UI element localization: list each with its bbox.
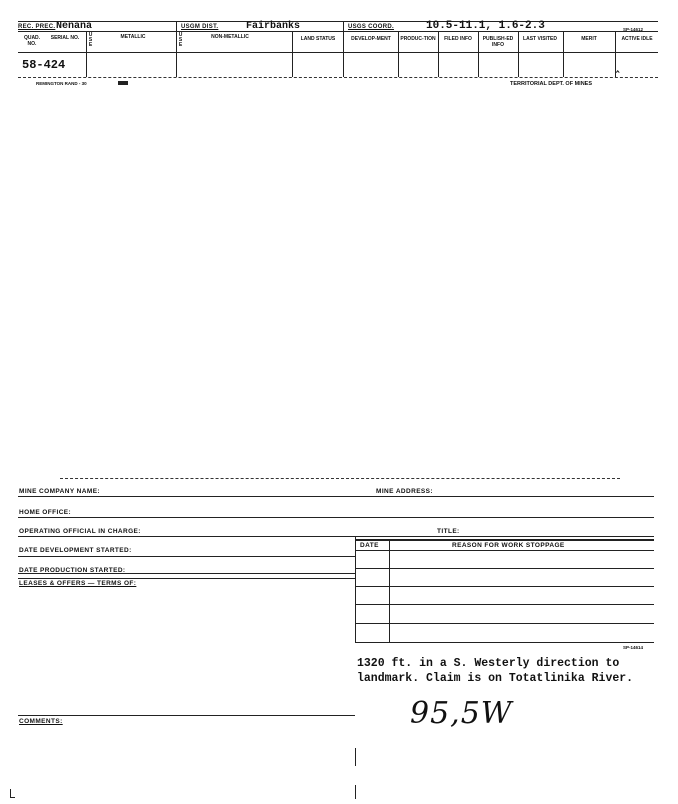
col-quad-no: QUAD. NO. bbox=[23, 35, 41, 47]
label-mine-company-name: MINE COMPANY NAME: bbox=[19, 488, 100, 495]
col-serial-no: SERIAL NO. bbox=[50, 35, 80, 41]
col-use-metallic: U S E bbox=[88, 32, 93, 48]
printer-mark bbox=[118, 81, 128, 85]
typed-note-line-2: landmark. Claim is on Totatlinika River. bbox=[357, 672, 634, 685]
col-filed-info: FILED INFO bbox=[444, 36, 472, 42]
col-development: DEVELOP-MENT bbox=[351, 36, 391, 42]
col-non-metallic: NON-METALLIC bbox=[211, 34, 249, 40]
usgs-coord-value: 10.5-11.1, 1.6-2.3 bbox=[426, 20, 545, 32]
col-land-status: LAND STATUS bbox=[300, 36, 336, 42]
label-title: TITLE: bbox=[437, 528, 460, 535]
label-home-office: HOME OFFICE: bbox=[19, 509, 72, 516]
usgs-coord-label: USGS COORD. bbox=[348, 24, 394, 30]
usgm-dist-value: Fairbanks bbox=[246, 21, 301, 32]
footer-right: TERRITORIAL DEPT. OF MINES bbox=[510, 81, 592, 87]
col-metallic: METALLIC bbox=[120, 34, 146, 40]
col-date: DATE bbox=[360, 542, 379, 549]
col-merit: MERIT bbox=[581, 36, 597, 42]
label-mine-address: MINE ADDRESS: bbox=[376, 488, 433, 495]
active-idle-mark: ‸ bbox=[616, 63, 620, 74]
footer-left: REMINGTON RAND - 30 bbox=[36, 81, 87, 86]
label-operating-official: OPERATING OFFICIAL IN CHARGE: bbox=[19, 528, 141, 535]
quad-serial-value: 58-424 bbox=[22, 58, 66, 72]
label-leases-offers: LEASES & OFFERS — TERMS OF: bbox=[19, 580, 137, 587]
col-active-idle: ACTIVE IDLE bbox=[621, 36, 653, 42]
col-use-nonmetallic: U S E bbox=[178, 32, 183, 48]
col-last-visited: LAST VISITED bbox=[523, 36, 557, 42]
usgm-dist-label: USGM DIST. bbox=[181, 24, 219, 30]
handwritten-note: 95,5W bbox=[410, 696, 513, 731]
card-perforation bbox=[18, 77, 658, 78]
label-date-production-started: DATE PRODUCTION STARTED: bbox=[19, 567, 126, 574]
typed-note-line-1: 1320 ft. in a S. Westerly direction to bbox=[357, 657, 620, 670]
label-comments: COMMENTS: bbox=[19, 718, 63, 725]
rec-prec-label: REC. PREC. bbox=[18, 24, 56, 30]
col-published-info: PUBLISH-ED INFO bbox=[482, 36, 514, 48]
col-production: PRODUC-TION bbox=[400, 36, 436, 42]
col-reason-work-stoppage: REASON FOR WORK STOPPAGE bbox=[452, 542, 565, 549]
form-number-bottom: SP-14614 bbox=[623, 645, 644, 650]
form-number-top: SP-14612 bbox=[623, 27, 644, 32]
card-perforation-bottom bbox=[60, 478, 620, 479]
label-date-development-started: DATE DEVELOPMENT STARTED: bbox=[19, 547, 132, 554]
rec-prec-value: Nenana bbox=[56, 21, 93, 32]
